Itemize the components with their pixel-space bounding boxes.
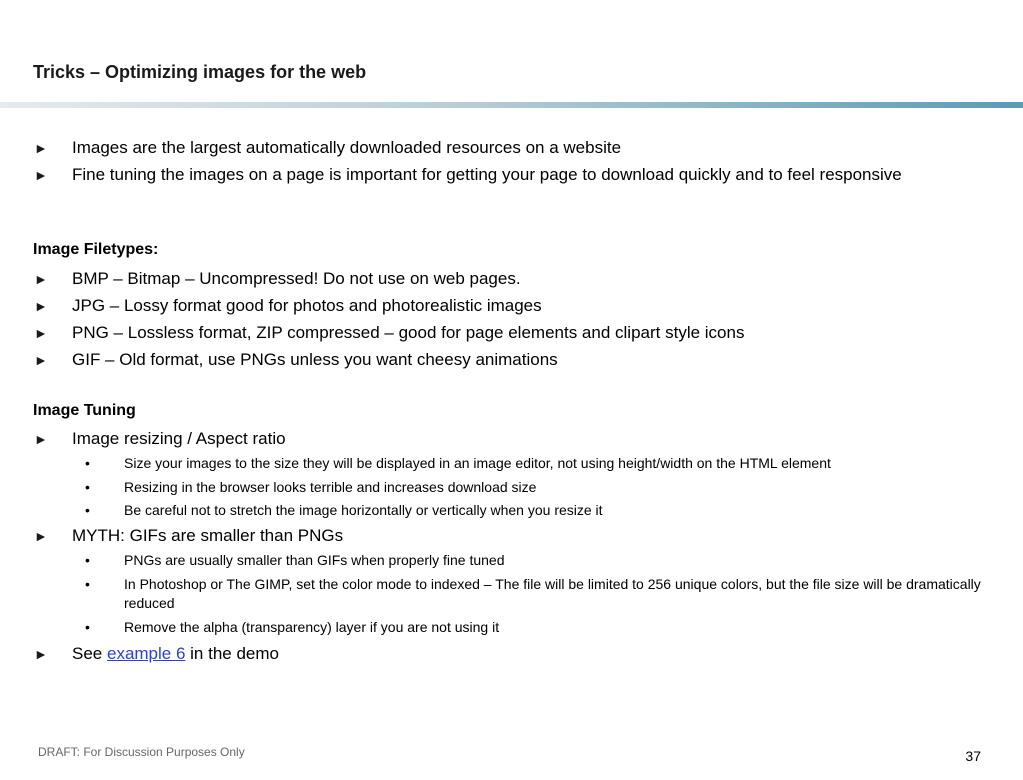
dot-bullet-icon: •	[85, 479, 90, 495]
bullet-text: Images are the largest automatically downloaded resources on a website	[72, 138, 622, 157]
bullet-text: GIF – Old format, use PNGs unless you want cheesy animations	[72, 350, 558, 369]
bullet-item	[34, 525, 952, 547]
sub-bullet-item	[85, 501, 994, 520]
sub-bullet-text: Remove the alpha (transparency) layer if you are not using it	[124, 619, 500, 635]
sub-bullet-text: Resizing in the browser looks terrible and increases download size	[124, 479, 537, 495]
arrow-bullet-icon: ►	[34, 325, 48, 341]
bullet-item	[34, 428, 952, 450]
arrow-bullet-icon: ►	[34, 528, 48, 544]
sub-bullet-item	[85, 551, 994, 570]
arrow-bullet-icon: ►	[34, 298, 48, 314]
bullet-text: Fine tuning the images on a page is important for getting your page to download quickly and to feel responsive	[72, 165, 902, 184]
filetypes-heading: Image Filetypes:	[33, 241, 159, 258]
bullet-item	[34, 295, 952, 317]
bullet-item	[34, 349, 952, 371]
sub-bullet-text: In Photoshop or The GIMP, set the color mode to indexed – The file will be limited to 256 unique colors, but the file size will be dramatically reduced	[124, 576, 981, 611]
see-suffix: in the demo	[185, 644, 279, 663]
dot-bullet-icon: •	[85, 619, 90, 635]
bullet-text: PNG – Lossless format, ZIP compressed – good for page elements and clipart style icons	[72, 323, 745, 342]
dot-bullet-icon: •	[85, 576, 90, 592]
bullet-item	[34, 164, 912, 186]
slide-title: Tricks – Optimizing images for the web	[33, 62, 367, 82]
sub-bullet-item	[85, 618, 994, 637]
title-divider	[0, 102, 1023, 108]
dot-bullet-icon: •	[85, 552, 90, 568]
bullet-text: Image resizing / Aspect ratio	[72, 429, 286, 448]
sub-bullet-text: Be careful not to stretch the image horizontally or vertically when you resize it	[124, 502, 603, 518]
tuning-heading: Image Tuning	[33, 402, 136, 419]
bullet-text: BMP – Bitmap – Uncompressed! Do not use on web pages.	[72, 269, 521, 288]
bullet-text: MYTH: GIFs are smaller than PNGs	[72, 526, 344, 545]
bullet-item	[34, 643, 952, 665]
arrow-bullet-icon: ►	[34, 431, 48, 447]
see-prefix: See	[72, 644, 107, 663]
arrow-bullet-icon: ►	[34, 140, 48, 156]
sub-bullet-text: Size your images to the size they will be displayed in an image editor, not using height/width on the HTML element	[124, 455, 831, 471]
sub-bullet-item	[85, 454, 994, 473]
dot-bullet-icon: •	[85, 502, 90, 518]
sub-bullet-item	[85, 575, 994, 613]
page-number: 37	[965, 748, 981, 764]
arrow-bullet-icon: ►	[34, 646, 48, 662]
example-6-link[interactable]: example 6	[106, 644, 186, 663]
bullet-item	[34, 268, 952, 290]
footer-note: DRAFT: For Discussion Purposes Only	[38, 745, 245, 759]
sub-bullet-text: PNGs are usually smaller than GIFs when properly fine tuned	[124, 552, 505, 568]
bullet-text: JPG – Lossy format good for photos and photorealistic images	[72, 296, 542, 315]
arrow-bullet-icon: ►	[34, 271, 48, 287]
bullet-item	[34, 137, 952, 159]
dot-bullet-icon: •	[85, 455, 90, 471]
arrow-bullet-icon: ►	[34, 167, 48, 183]
arrow-bullet-icon: ►	[34, 352, 48, 368]
bullet-item	[34, 322, 952, 344]
sub-bullet-item	[85, 478, 994, 497]
